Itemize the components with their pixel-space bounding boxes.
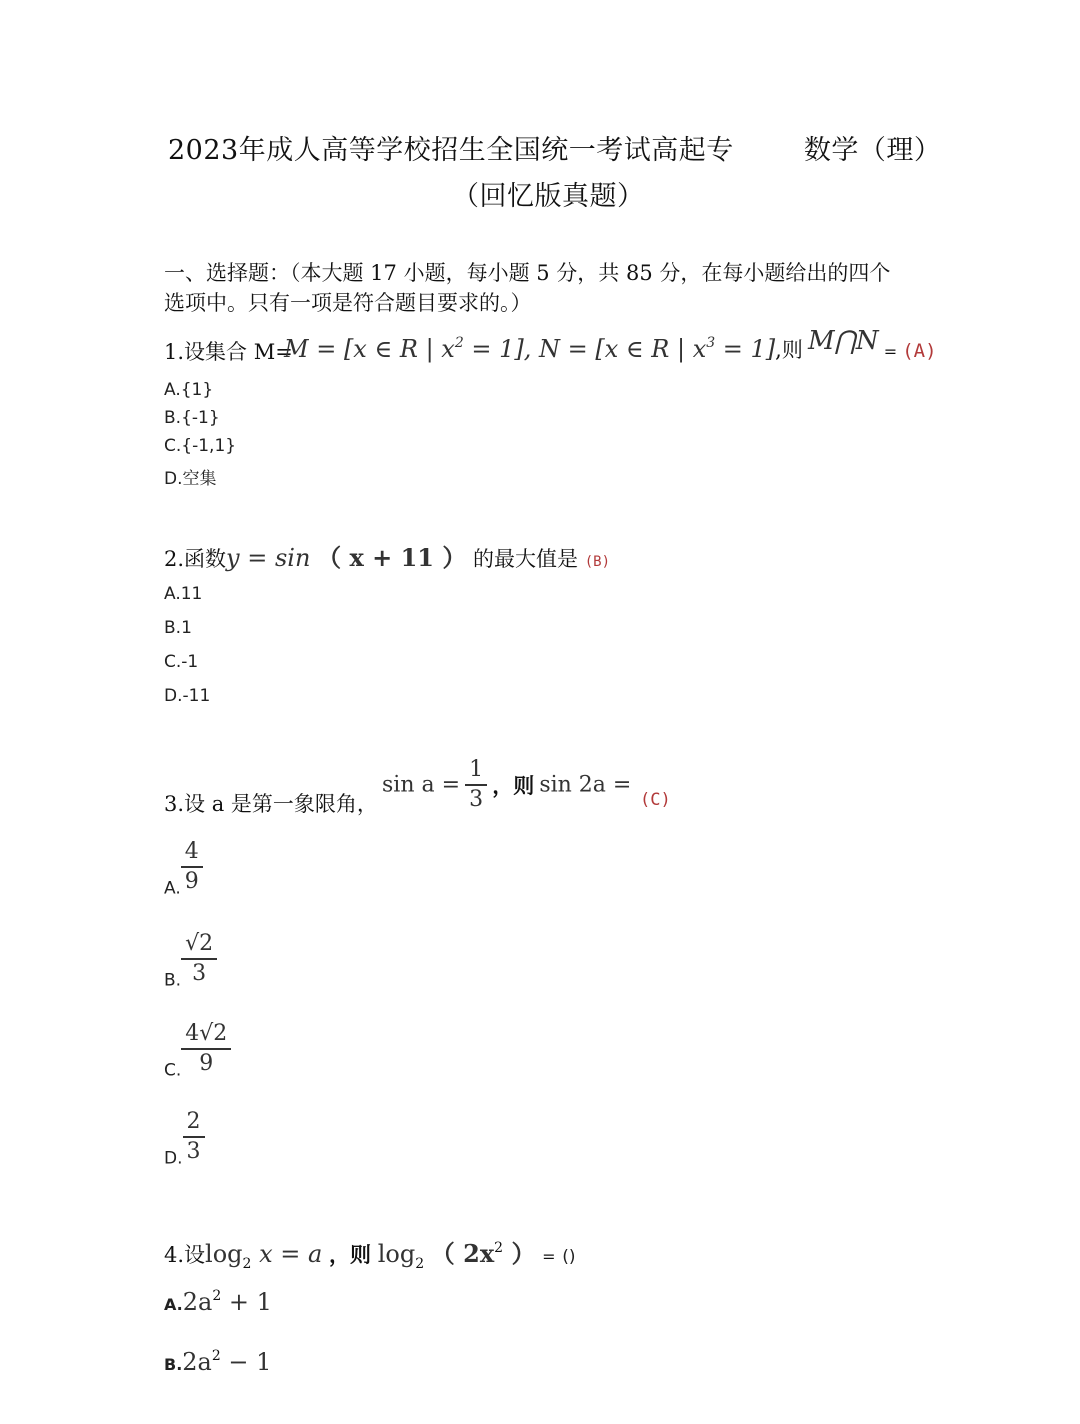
option-a: A. $\frac{4}{9}$	[164, 838, 203, 899]
option-a: A.{1}	[164, 380, 214, 400]
answer-mark: (A)	[902, 340, 937, 362]
option-a: A.2a2 + 1	[164, 1288, 272, 1316]
option-c: C.-1	[164, 652, 199, 672]
question-1: 1.设集合 M=	[164, 340, 293, 364]
option-b: B.{-1}	[164, 408, 220, 428]
option-a: A.11	[164, 584, 203, 604]
q3-math: sin a = $\frac{1}{3}$ ，则 sin 2a =	[382, 757, 632, 812]
question-3: 3.设 a 是第一象限角，	[164, 792, 378, 816]
option-d: D. $\frac{2}{3}$	[164, 1108, 205, 1169]
question-2: 2.函数y = sin （ x + 11 ） 的最大值是 (B)	[164, 543, 611, 572]
section-heading: 一、选择题：（本大题 17 小题，每小题 5 分，共 85 分，在每小题给出的四个 选项中。只有一项是符合题目要求的。）	[164, 261, 891, 315]
page-subtitle: （回忆版真题）	[452, 181, 645, 212]
option-c: C. $\frac{4√2}{9}$	[164, 1020, 231, 1081]
answer-mark: (B)	[584, 554, 611, 570]
fraction: $\frac{1}{3}$	[465, 756, 487, 814]
option-d: D.空集	[164, 469, 217, 489]
option-d: D.-11	[164, 686, 211, 706]
answer-blank: ()	[562, 1247, 576, 1267]
option-b: B.2a2 − 1	[164, 1348, 272, 1376]
page-title: 2023年成人高等学校招生全国统一考试高起专 数学（理）	[168, 135, 942, 166]
q1-math: M = [x ∈ R | $x^2 = 1$], N = [x ∈ R | $x^3 = 1$],则 M⋂N = (A)	[284, 326, 937, 363]
function-expr: y = sin	[226, 544, 311, 572]
question-4: 4.设$\log_2 x = a$ ，则 $\log_2$ （ $2x^2$ ） = ()	[164, 1239, 576, 1272]
option-b: B. $\frac{√2}{3}$	[164, 930, 217, 991]
option-c: C.{-1,1}	[164, 436, 237, 456]
option-b: B.1	[164, 618, 192, 638]
answer-mark: (C)	[640, 790, 671, 810]
subject-label: 数学（理）	[803, 135, 942, 166]
